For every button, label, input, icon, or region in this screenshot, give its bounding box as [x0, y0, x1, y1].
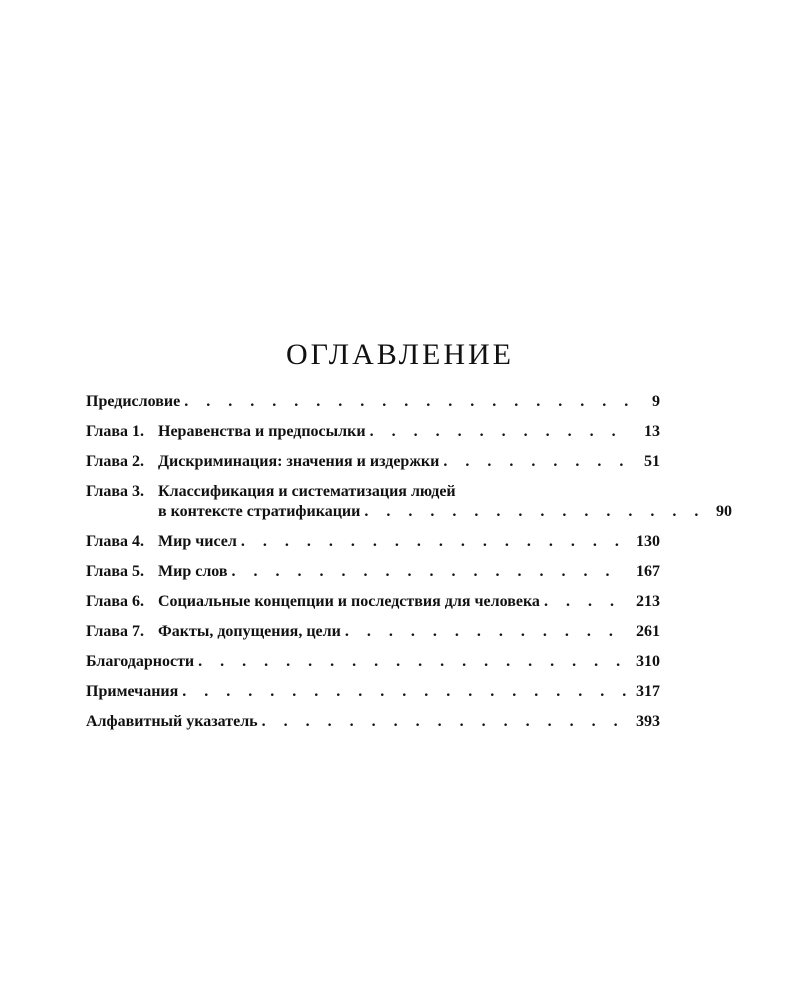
- toc-entry-title: Алфавитный указатель: [86, 713, 258, 730]
- toc-entry-page: 167: [636, 563, 660, 580]
- dot-leader: [258, 712, 628, 732]
- dot-leader: [237, 532, 628, 552]
- table-of-contents: [86, 392, 732, 742]
- toc-entry-preface[interactable]: [86, 392, 660, 412]
- toc-entry-page: 393: [636, 713, 660, 730]
- dot-leader: [180, 392, 628, 412]
- dot-leader: [360, 502, 700, 522]
- toc-entry-page: 317: [636, 683, 660, 700]
- dot-leader: [178, 682, 628, 702]
- toc-entry-acknowledgements[interactable]: [86, 652, 660, 672]
- dot-leader: [366, 422, 628, 442]
- toc-entry-title: Факты, допущения, цели: [158, 623, 341, 640]
- toc-entry-page: 13: [644, 423, 660, 440]
- toc-entry-title: Мир слов: [158, 563, 228, 580]
- toc-entry-chapter-label: Глава 2.: [86, 453, 144, 470]
- toc-entry-chapter-label: Глава 6.: [86, 593, 144, 610]
- dot-leader: [439, 452, 628, 472]
- toc-heading: ОГЛАВЛЕНИЕ: [286, 338, 514, 371]
- toc-entry-chapter-label: Глава 5.: [86, 563, 144, 580]
- toc-entry-title: Мир чисел: [158, 533, 237, 550]
- toc-entry-chapter-label: Глава 1.: [86, 423, 144, 440]
- toc-entry-chapter-7[interactable]: [86, 622, 660, 642]
- toc-entry-title: Благодарности: [86, 653, 195, 670]
- toc-entry-chapter-4[interactable]: [86, 532, 660, 552]
- toc-entry-chapter-1[interactable]: [86, 422, 660, 442]
- toc-entry-page: 213: [636, 593, 660, 610]
- toc-entry-title-line-2: в контексте стратификации: [158, 503, 361, 520]
- toc-entry-page: 90: [716, 503, 732, 520]
- toc-entry-chapter-5[interactable]: [86, 562, 660, 582]
- toc-entry-index[interactable]: [86, 712, 660, 732]
- toc-entry-chapter-label: Глава 3.: [86, 483, 144, 500]
- toc-entry-chapter-6[interactable]: [86, 592, 660, 612]
- toc-entry-page: 261: [636, 623, 660, 640]
- toc-entry-page: 51: [644, 453, 660, 470]
- dot-leader: [194, 652, 628, 672]
- toc-entry-notes[interactable]: [86, 682, 660, 702]
- toc-entry-title: Примечания: [86, 683, 179, 700]
- toc-entry-page: 310: [636, 653, 660, 670]
- dot-leader: [341, 622, 628, 642]
- toc-entry-title: Дискриминация: значения и издержки: [158, 453, 440, 470]
- toc-entry-chapter-label: Глава 7.: [86, 623, 144, 640]
- toc-entry-page: 130: [636, 533, 660, 550]
- dot-leader: [540, 592, 628, 612]
- toc-entry-title: Социальные концепции и последствия для человека: [158, 593, 540, 610]
- toc-entry-title-line-1: Классификация и систематизация людей: [158, 483, 456, 500]
- toc-entry-chapter-3[interactable]: [86, 482, 732, 522]
- toc-entry-title: Предисловие: [86, 393, 181, 410]
- toc-entry-page: 9: [652, 393, 660, 410]
- toc-entry-title: Неравенства и предпосылки: [158, 423, 366, 440]
- dot-leader: [228, 562, 628, 582]
- toc-entry-chapter-2[interactable]: [86, 452, 660, 472]
- toc-entry-chapter-label: Глава 4.: [86, 533, 144, 550]
